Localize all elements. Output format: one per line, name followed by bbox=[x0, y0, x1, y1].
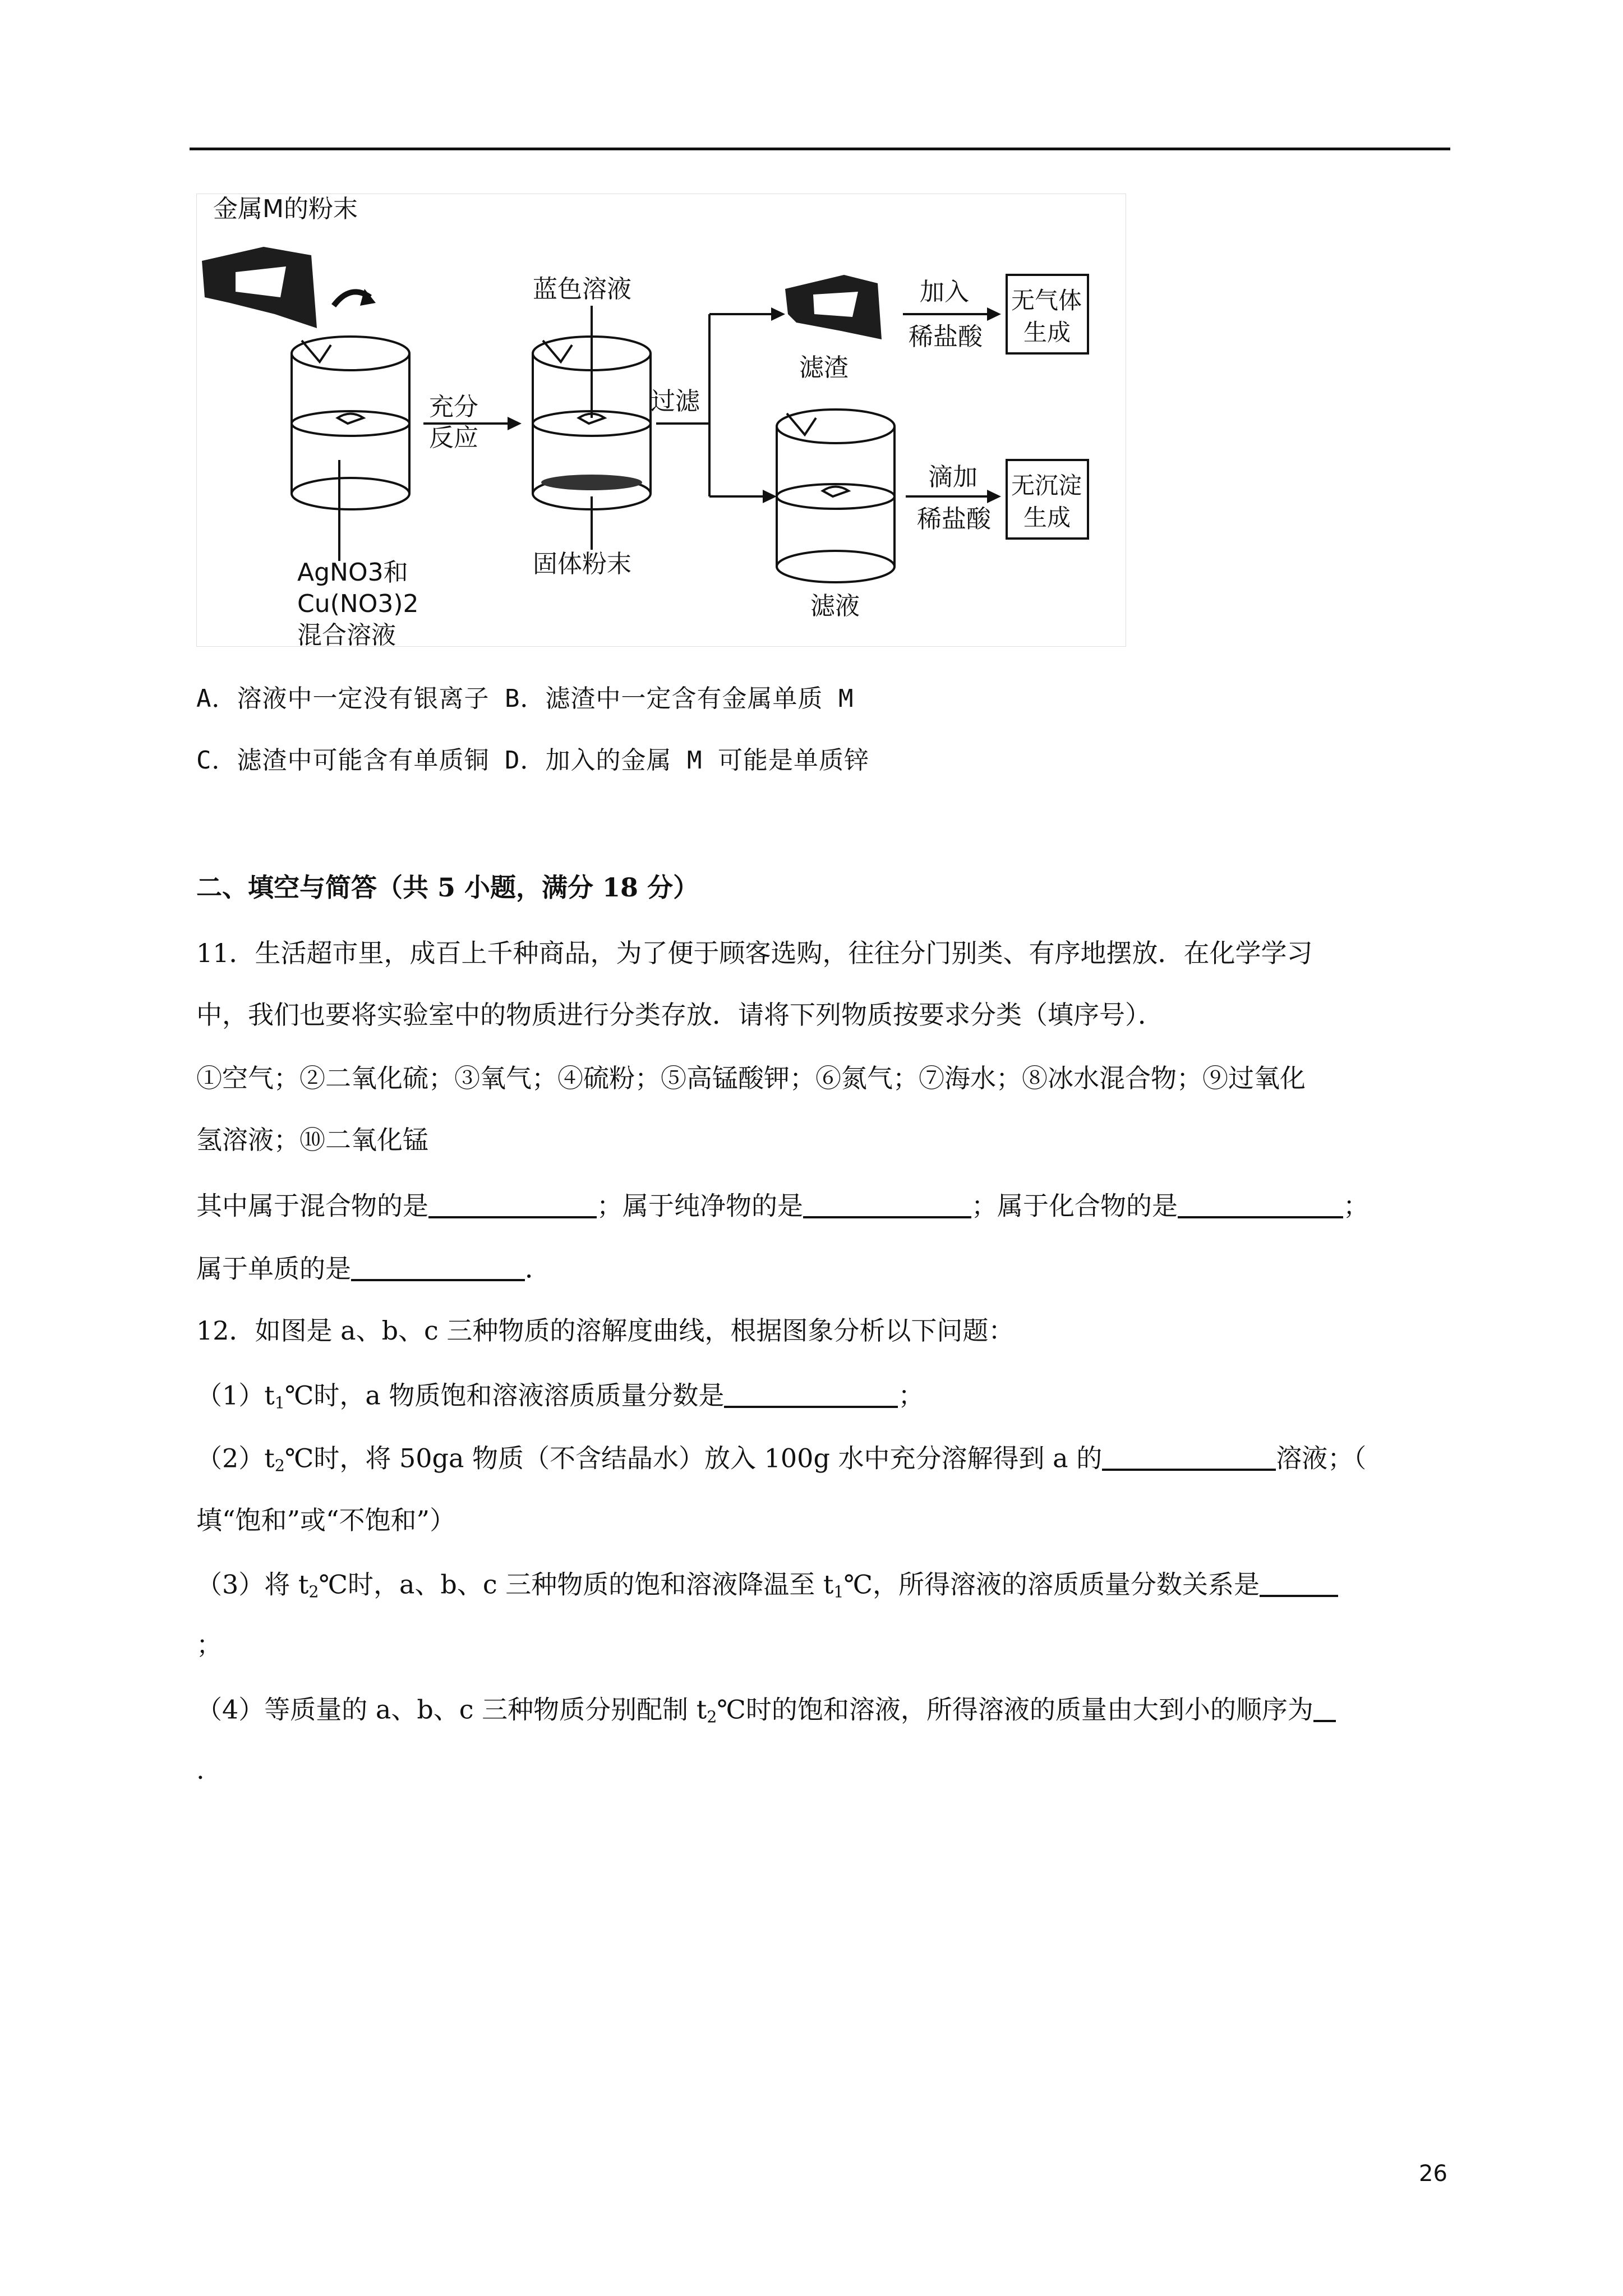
header-rule bbox=[190, 148, 1450, 150]
q11-pure-blank[interactable] bbox=[803, 1189, 971, 1218]
q12-part-2: $(2)t_2℃$时，将 50ga 物质（不含结晶水）放入 100g 水中充分溶解得到 a 的 溶液；（ bbox=[196, 1442, 1366, 1476]
label-blue-solution: 蓝色溶液 bbox=[533, 275, 631, 303]
experiment-diagram bbox=[196, 194, 1126, 647]
label-solid-powder: 固体粉末 bbox=[533, 550, 631, 578]
q11-answer-line-2 bbox=[196, 1252, 551, 1285]
section-title: 二、填空与简答（共 5 小题，满分 18 分） bbox=[196, 872, 699, 903]
q11-element-label: 属于单质的是 bbox=[196, 1253, 351, 1284]
q12-part-1: $(1)t_1℃$时，a 物质饱和溶液溶质质量分数是 ； bbox=[196, 1379, 924, 1413]
label-metal-powder: 金属M的粉末 bbox=[213, 195, 358, 223]
q12-part2-blank[interactable] bbox=[1102, 1442, 1276, 1471]
option-line-2: C．滤渣中可能含有单质铜 D．加入的金属 M 可能是单质锌 bbox=[196, 746, 869, 775]
label-filtrate: 滤液 bbox=[810, 592, 860, 620]
label-result-2a: 无沉淀 bbox=[1011, 472, 1082, 499]
label-add-acid-1: 稀盐酸 bbox=[909, 323, 983, 351]
label-filter: 过滤 bbox=[651, 387, 700, 416]
label-react-2: 反应 bbox=[429, 424, 478, 452]
label-result-2b: 生成 bbox=[1023, 504, 1071, 531]
q12-part1-blank[interactable] bbox=[724, 1379, 898, 1408]
q11-element-blank[interactable] bbox=[351, 1252, 525, 1281]
q12-part4-blank[interactable] bbox=[1313, 1693, 1336, 1722]
q11-mixture-label: 其中属于混合物的是 bbox=[196, 1190, 428, 1221]
label-result-1b: 生成 bbox=[1023, 319, 1071, 346]
q12-part-2-line-2: 填“饱和”或“不饱和”） bbox=[196, 1505, 456, 1535]
q12-part-3-line-2: ； bbox=[196, 1630, 222, 1660]
q12-part-3: （3）将 $t_2℃$时，a、b、c 三种物质的饱和溶液降温至 $t_1℃$，所得溶液的溶质质量分数关系是 bbox=[196, 1568, 1338, 1602]
label-drop-1: 滴加 bbox=[928, 463, 978, 491]
q12-intro: 12．如图是 a、b、c 三种物质的溶解度曲线，根据图象分析以下问题： bbox=[196, 1315, 1015, 1346]
solid-powder-deposit bbox=[541, 475, 642, 490]
label-react-1: 充分 bbox=[429, 393, 478, 421]
q11-period: ． bbox=[525, 1253, 551, 1284]
q11-mixture-blank[interactable] bbox=[428, 1189, 597, 1218]
label-mix-3: 混合溶液 bbox=[297, 621, 396, 647]
label-residue: 滤渣 bbox=[799, 353, 849, 382]
label-mix-1: AgNO3和 bbox=[297, 558, 408, 587]
q11-semicolon: ； bbox=[1343, 1190, 1369, 1221]
q11-pure-label: ；属于纯净物的是 bbox=[597, 1190, 803, 1221]
page-number: 26 bbox=[1419, 2161, 1447, 2187]
label-result-1a: 无气体 bbox=[1011, 287, 1082, 314]
q12-part3-blank[interactable] bbox=[1260, 1568, 1338, 1597]
q11-line-4: 氢溶液；⑩二氧化锰 bbox=[196, 1125, 428, 1155]
q12-part-4-line-2: . bbox=[196, 1755, 205, 1785]
q11-compound-blank[interactable] bbox=[1178, 1189, 1343, 1218]
q11-line-2: 中，我们也要将实验室中的物质进行分类存放．请将下列物质按要求分类（填序号）． bbox=[196, 1000, 1164, 1030]
option-line-1: A．溶液中一定没有银离子 B．滤渣中一定含有金属单质 M bbox=[196, 684, 854, 713]
q11-answer-line-1 bbox=[196, 1189, 1369, 1222]
q11-line-3: ①空气；②二氧化硫；③氧气；④硫粉；⑤高锰酸钾；⑥氮气；⑦海水；⑧冰水混合物；⑨过氧化 bbox=[196, 1063, 1306, 1093]
q11-compound-label: ；属于化合物的是 bbox=[971, 1190, 1178, 1221]
q12-part-4: （4）等质量的 a、b、c 三种物质分别配制 $t_2℃$时的饱和溶液，所得溶液的质量由大到小的顺序为 bbox=[196, 1693, 1336, 1727]
q11-line-1: 11．生活超市里，成百上千种商品，为了便于顾客选购，往往分门别类、有序地摆放．在化学学习 bbox=[196, 938, 1313, 968]
label-add-acid-2: 稀盐酸 bbox=[917, 505, 991, 533]
label-add-1: 加入 bbox=[920, 278, 969, 306]
label-mix-2: Cu(NO3)2 bbox=[297, 590, 419, 618]
